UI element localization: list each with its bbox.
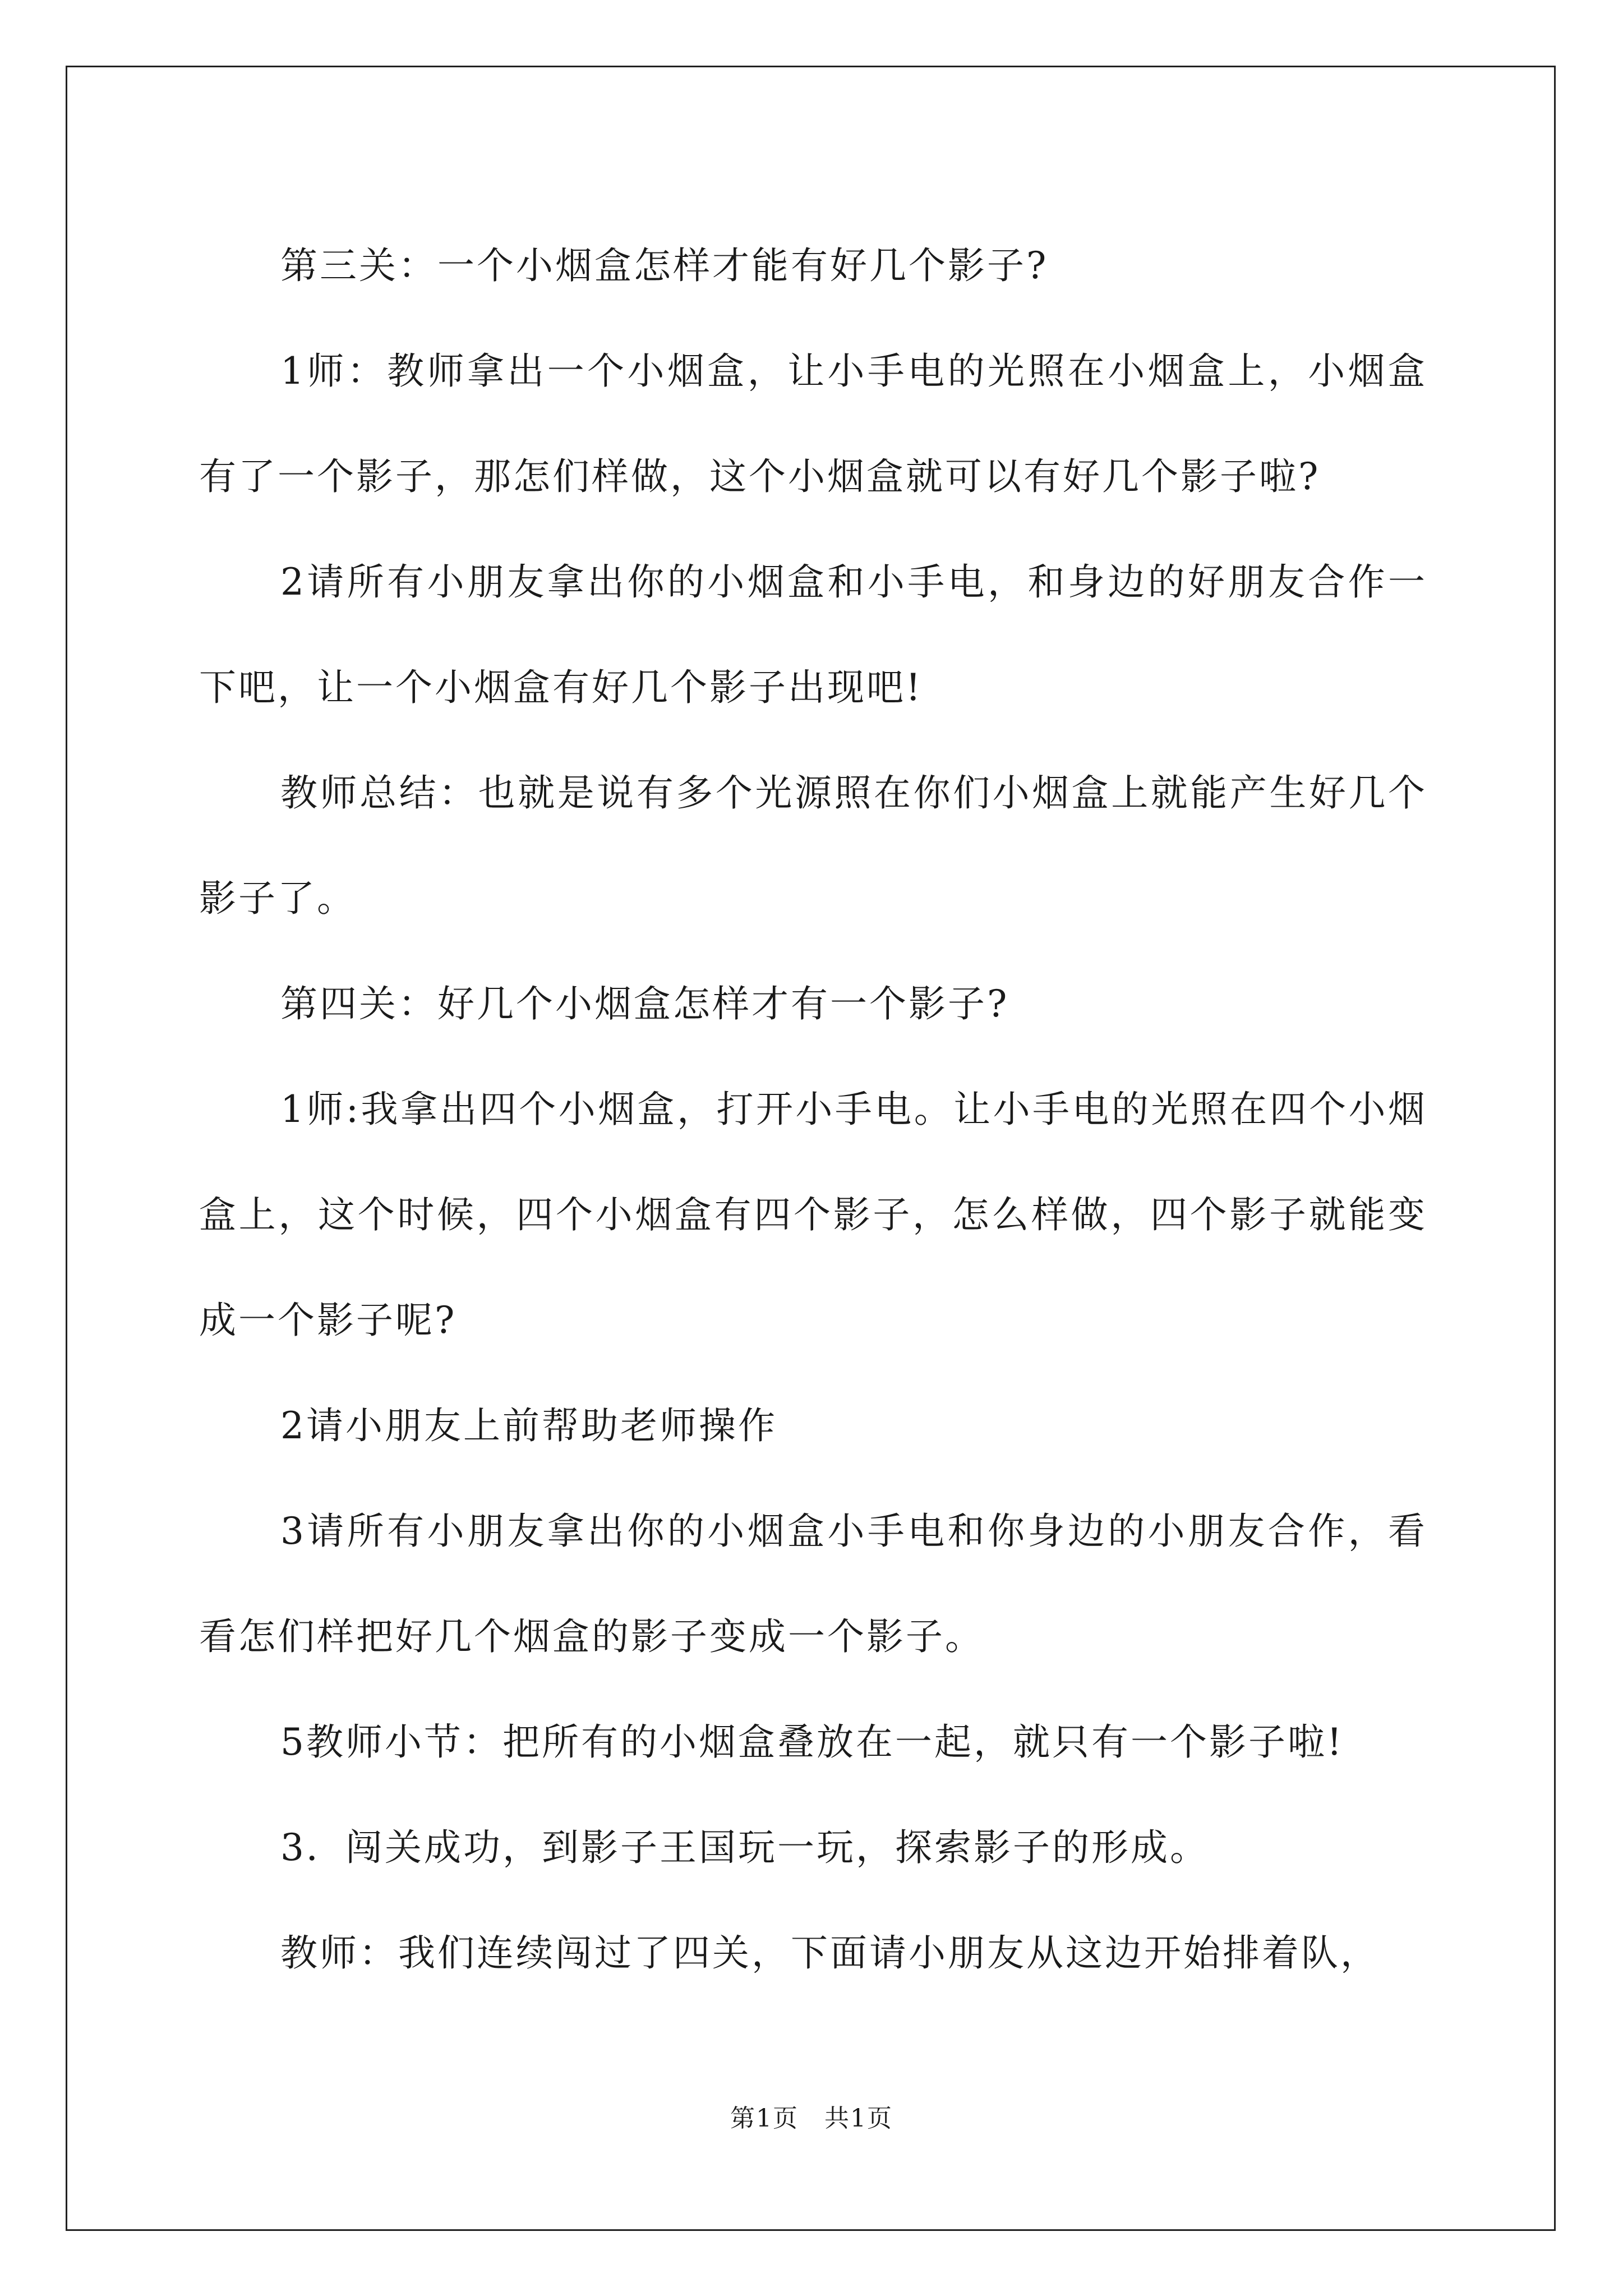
page-number-footer: 第1页 共1页 [730,2104,893,2133]
paragraph-section-3: 3．闯关成功，到影子王国玩一玩，探索影子的形成。 [280,1826,1209,1869]
paragraph-level-3-summary: 教师总结：也就是说有多个光源照在你们小烟盒上就能产生好几个影子了。 [199,771,1427,920]
paragraph-level-4-step-2: 2请小朋友上前帮助老师操作 [280,1404,777,1447]
paragraph-level-4-title: 第四关：好几个小烟盒怎样才有一个影子? [280,982,1009,1025]
document-body [199,213,1427,2006]
paragraph-level-4-step-1: 1师:我拿出四个小烟盒，打开小手电。让小手电的光照在四个小烟盒上，这个时候，四个小烟盒有四个影子，怎么样做，四个影子就能变成一个影子呢? [199,1088,1427,1342]
paragraph-level-3-step-1: 1师：教师拿出一个小烟盒，让小手电的光照在小烟盒上，小烟盒有了一个影子，那怎们样做，这个小烟盒就可以有好几个影子啦? [199,349,1427,498]
paragraph-level-3-title: 第三关：一个小烟盒怎样才能有好几个影子? [280,244,1049,287]
paragraph-level-4-step-3: 3请所有小朋友拿出你的小烟盒小手电和你身边的小朋友合作，看看怎们样把好几个烟盒的影子变成一个影子。 [199,1510,1427,1658]
paragraph-level-4-summary: 5教师小节：把所有的小烟盒叠放在一起，就只有一个影子啦! [280,1720,1344,1764]
paragraph-teacher-instruction: 教师：我们连续闯过了四关，下面请小朋友从这边开始排着队， [280,1931,1380,1975]
paragraph-level-3-step-2: 2请所有小朋友拿出你的小烟盒和小手电，和身边的好朋友合作一下吧，让一个小烟盒有好几个影子出现吧! [199,560,1427,709]
